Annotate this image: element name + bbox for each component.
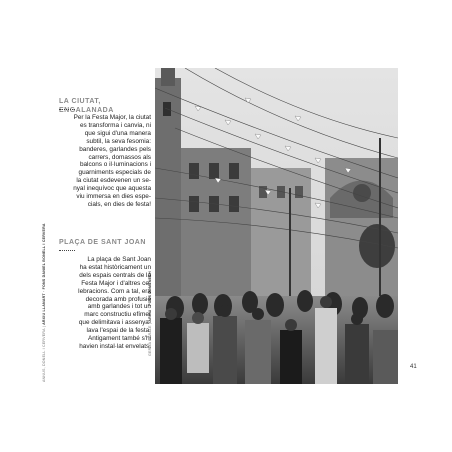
body-line: decorada amb profusió <box>85 295 151 303</box>
body-line: viu immersa en dies espe- <box>76 193 151 201</box>
section-title-placa: PLAÇA DE SANT JOAN <box>59 239 146 246</box>
body-line: marc constructiu efímer <box>84 311 151 319</box>
body-line: amb garlandes i tot un <box>87 303 151 311</box>
page-number: 41 <box>410 364 417 370</box>
body-line: nyal inequívoc que aquesta <box>73 185 151 193</box>
archival-photo <box>155 68 398 384</box>
photo-credit-prefix: GERMÀ PERALE | <box>148 322 152 356</box>
body-line: cials, en dies de festa! <box>87 200 151 208</box>
section-divider <box>59 250 75 251</box>
photo-credit <box>148 271 152 356</box>
body-line: lebracions. Com a tal, era <box>78 287 151 295</box>
body-line: Per la Festa Major, la ciutat <box>73 114 151 121</box>
body-line: ha estat històricament un <box>79 263 151 271</box>
body-line: banderes, garlandes pels <box>79 145 151 153</box>
body-line: Antigament també s'hi <box>87 335 151 343</box>
margin-credit-source: ARXIU LLANART · FONS DANIEL BONELL I CERVERA <box>42 223 46 325</box>
tree <box>359 224 395 268</box>
margin-credit <box>42 223 46 382</box>
body-line: balcons o il·luminacions i <box>79 161 151 169</box>
body-line: que delimitava i assenya- <box>78 319 151 327</box>
section-title-ciutat: LA CIUTAT, ENGALANADA <box>59 98 114 114</box>
margin-credit-prefix: ANNUS, DONELL I CERVERA | <box>42 326 46 382</box>
body-line: Festa Major i d'altres ce- <box>81 279 151 287</box>
photo-illustration <box>155 68 398 384</box>
body-line: que sigui d'una manera <box>84 129 151 137</box>
body-line: es transforma i canvia, ni <box>79 121 151 129</box>
body-line: la ciutat esdevenen un se- <box>76 177 151 185</box>
body-line: lava l'espai de la festa. <box>86 327 151 335</box>
body-line: carrers, domassos als <box>88 153 151 161</box>
body-line: havien instal·lat envelats. <box>79 342 151 350</box>
photo-credit-source: ARXIU · FONS DOMÈNECH <box>148 271 152 322</box>
section-body-ciutat <box>59 114 151 209</box>
section-divider <box>59 109 75 110</box>
body-line: La plaça de Sant Joan <box>87 256 151 263</box>
body-line: dels espais centrals de la <box>79 271 151 279</box>
body-line: subtil, la seva fesomia: <box>86 137 151 145</box>
section-body-placa <box>59 256 151 351</box>
body-line: guarniments especials de <box>78 169 151 177</box>
